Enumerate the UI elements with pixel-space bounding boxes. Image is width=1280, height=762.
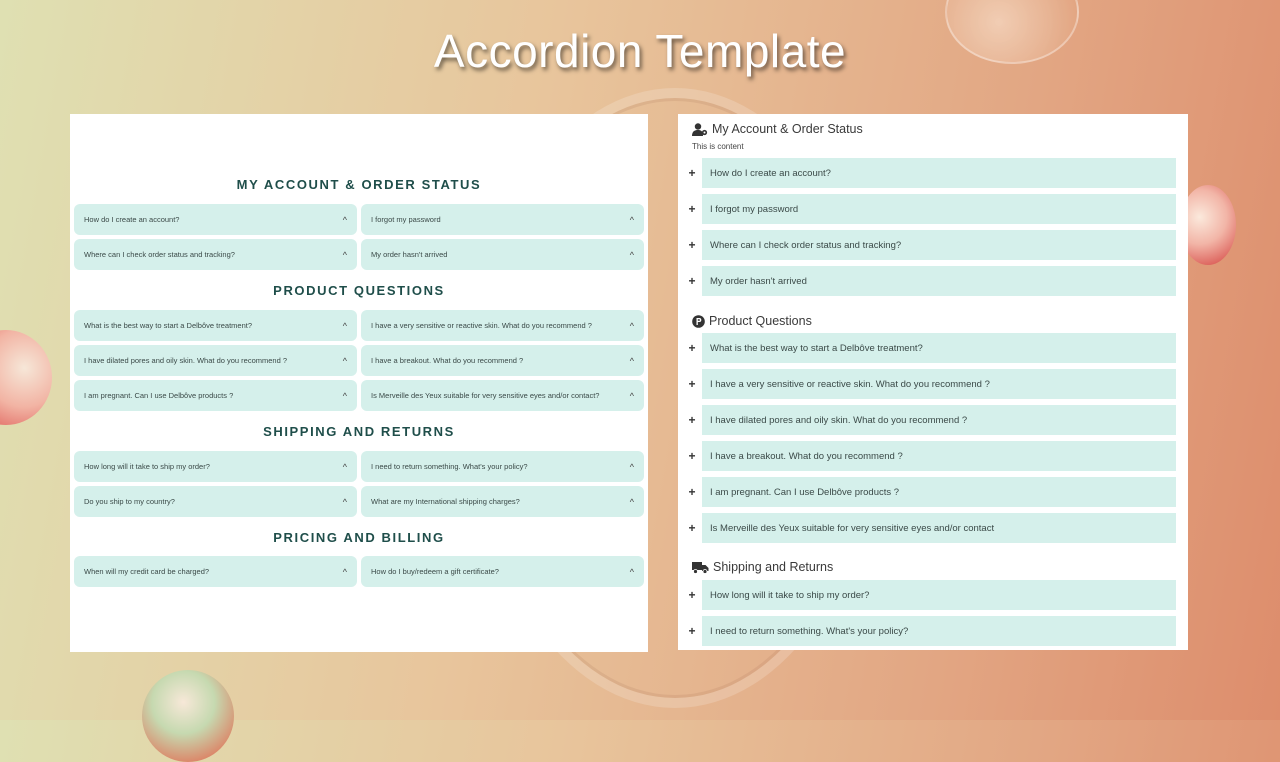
- chevron-up-icon: ^: [342, 390, 347, 401]
- plus-icon: +: [688, 449, 696, 463]
- section-title-account: MY ACCOUNT & ORDER STATUS: [236, 177, 482, 192]
- accordion-item[interactable]: How do I buy/redeem a gift certificate? ^: [361, 556, 644, 587]
- accordion-item[interactable]: + I have a very sensitive or reactive skin. What do you recommend ?: [685, 369, 1176, 399]
- accordion-item[interactable]: How do I create an account? ^: [74, 204, 357, 235]
- faq-grid-panel: [70, 114, 648, 652]
- user-gear-icon: [692, 123, 708, 136]
- section-title-pricing: PRICING AND BILLING: [273, 530, 445, 545]
- accordion-item[interactable]: My order hasn't arrived ^: [361, 239, 644, 270]
- accordion-item[interactable]: Where can I check order status and tracking? ^: [74, 239, 357, 270]
- plus-icon: +: [688, 588, 696, 602]
- accordion-item[interactable]: + I am pregnant. Can I use Delbôve products ?: [685, 477, 1176, 507]
- accordion-item[interactable]: + Where can I check order status and tracking?: [685, 230, 1176, 260]
- plus-icon: +: [688, 166, 696, 180]
- accordion-item[interactable]: + How do I create an account?: [685, 158, 1176, 188]
- chevron-up-icon: ^: [629, 496, 634, 507]
- chevron-up-icon: ^: [342, 461, 347, 472]
- accordion-item[interactable]: Do you ship to my country? ^: [74, 486, 357, 517]
- accordion-item[interactable]: I am pregnant. Can I use Delbôve products ? ^: [74, 380, 357, 411]
- chevron-up-icon: ^: [342, 566, 347, 577]
- chevron-up-icon: ^: [342, 496, 347, 507]
- plus-icon: +: [688, 202, 696, 216]
- section-title-shipping: SHIPPING AND RETURNS: [263, 424, 455, 439]
- faq-list-panel: [678, 114, 1188, 650]
- section-title-product: PRODUCT QUESTIONS: [273, 283, 445, 298]
- accordion-item[interactable]: + I forgot my password: [685, 194, 1176, 224]
- accordion-item[interactable]: What is the best way to start a Delbôve treatment? ^: [74, 310, 357, 341]
- plus-icon: +: [688, 274, 696, 288]
- accordion-item[interactable]: + I have a breakout. What do you recommend ?: [685, 441, 1176, 471]
- accordion-item[interactable]: I have a very sensitive or reactive skin. What do you recommend ? ^: [361, 310, 644, 341]
- accordion-item[interactable]: + Is Merveille des Yeux suitable for very sensitive eyes and/or contact: [685, 513, 1176, 543]
- chevron-up-icon: ^: [629, 214, 634, 225]
- accordion-item[interactable]: + I have dilated pores and oily skin. What do you recommend ?: [685, 405, 1176, 435]
- accordion-item[interactable]: I need to return something. What's your policy? ^: [361, 451, 644, 482]
- chevron-up-icon: ^: [342, 355, 347, 366]
- accordion-item[interactable]: What are my International shipping charges? ^: [361, 486, 644, 517]
- truck-icon: [692, 561, 709, 574]
- accordion-item[interactable]: Is Merveille des Yeux suitable for very sensitive eyes and/or contact? ^: [361, 380, 644, 411]
- plus-icon: +: [688, 341, 696, 355]
- plus-icon: +: [688, 377, 696, 391]
- chevron-up-icon: ^: [629, 390, 634, 401]
- decorative-bubble: [142, 670, 234, 762]
- plus-icon: +: [688, 521, 696, 535]
- accordion-item[interactable]: How long will it take to ship my order? ^: [74, 451, 357, 482]
- accordion-item[interactable]: + My order hasn't arrived: [685, 266, 1176, 296]
- decorative-bubble: [0, 330, 52, 425]
- plus-icon: +: [688, 624, 696, 638]
- chevron-up-icon: ^: [629, 320, 634, 331]
- chevron-up-icon: ^: [342, 320, 347, 331]
- accordion-item[interactable]: I have dilated pores and oily skin. What do you recommend ? ^: [74, 345, 357, 376]
- accordion-item[interactable]: + I need to return something. What's your policy?: [685, 616, 1176, 646]
- chevron-up-icon: ^: [629, 566, 634, 577]
- chevron-up-icon: ^: [629, 249, 634, 260]
- chevron-up-icon: ^: [629, 461, 634, 472]
- section-header-product: Product Questions: [692, 314, 812, 328]
- page-title: Accordion Template: [433, 25, 847, 77]
- chevron-up-icon: ^: [629, 355, 634, 366]
- product-p-icon: [692, 315, 705, 328]
- section-header-shipping: Shipping and Returns: [692, 560, 833, 574]
- accordion-item[interactable]: + What is the best way to start a Delbôve treatment?: [685, 333, 1176, 363]
- accordion-item[interactable]: When will my credit card be charged? ^: [74, 556, 357, 587]
- decorative-bubble: [1180, 185, 1236, 265]
- accordion-item[interactable]: + How long will it take to ship my order?: [685, 580, 1176, 610]
- section-header-account: My Account & Order Status: [692, 122, 863, 136]
- section-subtitle: This is content: [692, 142, 744, 151]
- chevron-up-icon: ^: [342, 214, 347, 225]
- accordion-item[interactable]: I forgot my password ^: [361, 204, 644, 235]
- plus-icon: +: [688, 485, 696, 499]
- accordion-item[interactable]: I have a breakout. What do you recommend ? ^: [361, 345, 644, 376]
- plus-icon: +: [688, 238, 696, 252]
- chevron-up-icon: ^: [342, 249, 347, 260]
- plus-icon: +: [688, 413, 696, 427]
